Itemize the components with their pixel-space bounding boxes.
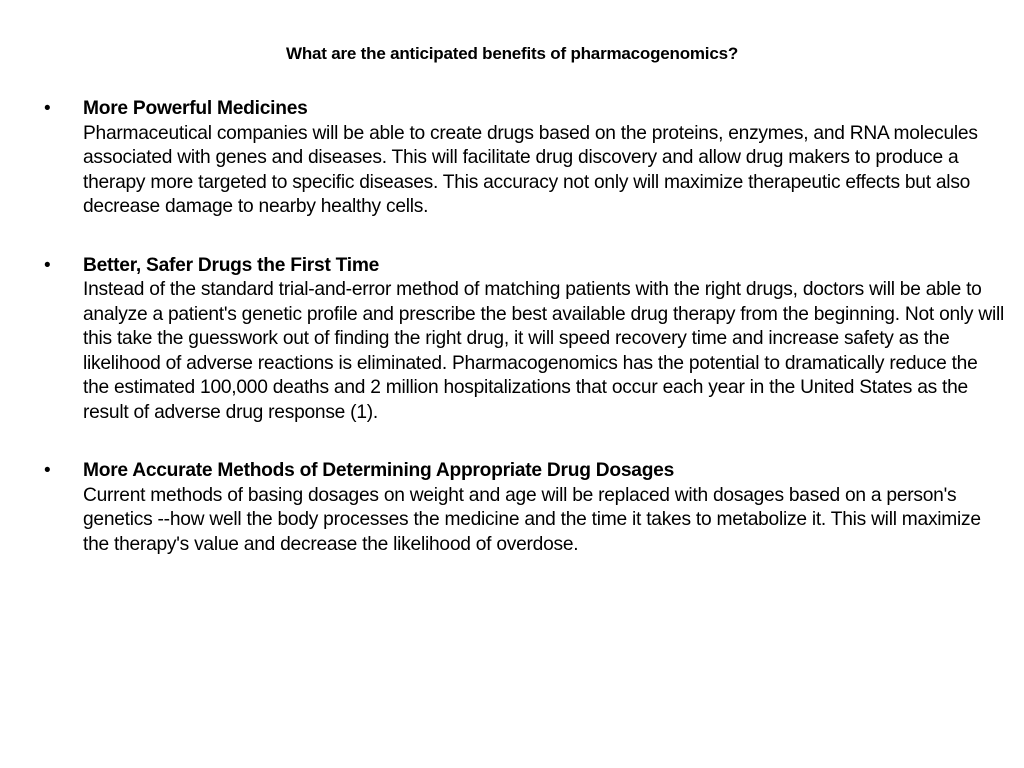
bullet-heading: More Accurate Methods of Determining Appropriate Drug Dosages (83, 460, 675, 481)
slide-title: What are the anticipated benefits of pharmacogenomics? (285, 44, 739, 63)
bullet-body: Pharmaceutical companies will be able to create drugs based on the proteins, enzymes, and RNA molecules associated with genes and diseases. This will facilitate drug discovery and allow drug makers to produce a therapy more targeted to specific diseases. This accuracy not only will maximize therapeutic effects but also decrease damage to nearby healthy cells. (83, 122, 978, 217)
bullet-icon: • (44, 254, 51, 276)
bullet-heading: More Powerful Medicines (83, 98, 308, 119)
bullet-body: Current methods of basing dosages on weight and age will be replaced with dosages based on a person's genetics --how well the body processes the medicine and the time it takes to metabolize it. This will maximize the therapy's value and decrease the likelihood of overdose. (83, 484, 981, 555)
bullet-body: Instead of the standard trial-and-error method of matching patients with the right drugs, doctors will be able to analyze a patient's genetic profile and prescribe the best available drug therapy from the beginning. Not only will this take the guesswork out of finding the right drug, it will speed recovery time and increase safety as the likelihood of adverse reactions is eliminated. Pharmacogenomics has the potential to dramatically reduce the the estimated 100,000 deaths and 2 million hospitalizations that occur each year in the United States as the result of adverse drug response (1). (83, 279, 1004, 423)
bullet-icon: • (44, 460, 51, 481)
bullet-heading: Better, Safer Drugs the First Time (83, 254, 380, 276)
bullet-item-better-safer-drugs (44, 254, 1004, 426)
bullet-list (44, 97, 1004, 591)
bullet-icon: • (44, 98, 51, 119)
bullet-item-accurate-dosages (44, 459, 1004, 557)
bullet-item-more-powerful-medicines (44, 97, 1004, 220)
